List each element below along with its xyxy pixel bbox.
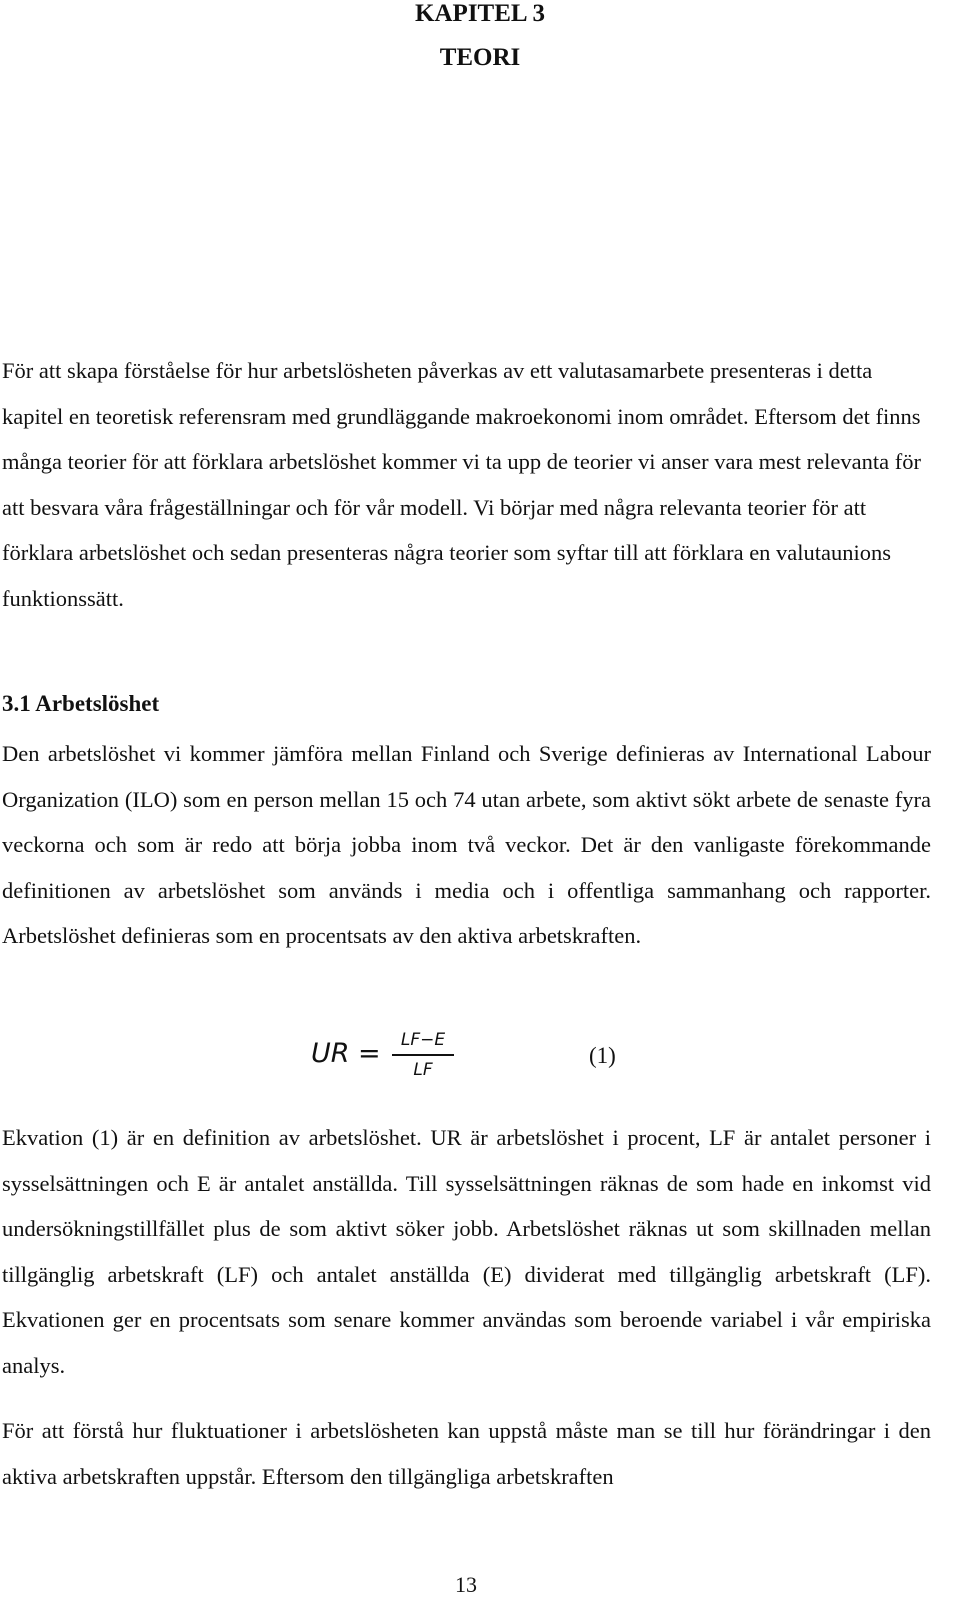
chapter-title: TEORI <box>439 44 521 71</box>
equation-denominator: LF <box>413 1059 433 1080</box>
body-paragraph-equation-explanation: Ekvation (1) är en definition av arbetslöshet. UR är arbetslöshet i procent, LF är antalet personer i sysselsättningen och E är antalet anställda. Till sysselsättningen räknas de som hade en inkomst vid undersökningstillfället plus de som aktivt söker jobb. Arbetslöshet räknas ut som skillnaden mellan tillgänglig arbetskraft (LF) och antalet anställda (E) dividerat med tillgänglig arbetskraft (LF). Ekvationen ger en procentsats som senare kommer användas som beroende variabel i vår empiriska analys. <box>2 1125 931 1378</box>
equation-equals-sign: = <box>358 1038 381 1069</box>
equation-number-label: (1) <box>589 1043 616 1068</box>
page-number: 13 <box>455 1572 477 1597</box>
equation-numerator: LF−E <box>400 1030 446 1050</box>
fraction-bar <box>392 1054 454 1056</box>
section-heading: 3.1 Arbetslöshet <box>2 691 160 716</box>
equation-lhs: UR <box>311 1038 350 1069</box>
body-paragraph-fluctuations: För att förstå hur fluktuationer i arbetslösheten kan uppstå måste man se till hur förändringar i den aktiva arbetskraften uppstår. Eftersom den tillgängliga arbetskraften <box>2 1418 931 1489</box>
chapter-number: KAPITEL 3 <box>415 0 545 27</box>
equation-unemployment-rate <box>0 1028 960 1098</box>
intro-paragraph: För att skapa förståelse för hur arbetslösheten påverkas av ett valutasamarbete presenteras i detta kapitel en teoretisk referensram med grundläggande makroekonomi inom området. Eftersom det finns många teorier för att förklara arbetslöshet kommer vi ta upp de teorier vi anser vara mest relevanta för att besvara våra frågeställningar och för vår modell. Vi börjar med några relevanta teorier för att förklara arbetslöshet och sedan presenteras några teorier som syftar till att förklara en valutaunions funktionssätt. <box>2 358 921 611</box>
body-paragraph-definition: Den arbetslöshet vi kommer jämföra mellan Finland och Sverige definieras av International Labour Organization (ILO) som en person mellan 15 och 74 utan arbete, som aktivt sökt arbete de senaste fyra veckorna och som är redo att börja jobba inom två veckor. Det är den vanligaste förekommande definitionen av arbetslöshet som används i media och i offentliga sammanhang och rapporter. Arbetslöshet definieras som en procentsats av den aktiva arbetskraften. <box>2 741 931 948</box>
equation-fraction <box>392 1028 454 1082</box>
